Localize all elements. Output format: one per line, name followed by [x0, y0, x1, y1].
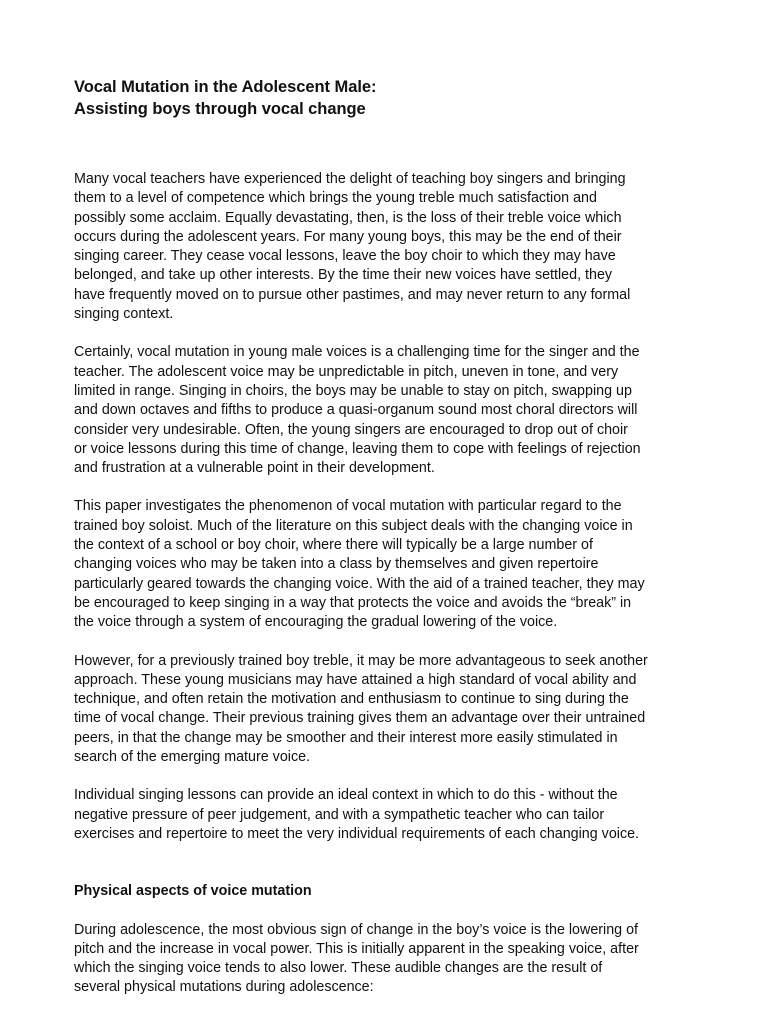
spacer	[74, 478, 704, 497]
paragraph-5	[74, 786, 704, 844]
text-line: Many vocal teachers have experienced the delight of teaching boy singers and bringing	[74, 171, 626, 187]
spacer	[74, 324, 704, 343]
title-line-2: Assisting boys through vocal change	[74, 100, 366, 118]
spacer	[74, 120, 704, 170]
spacer	[74, 633, 704, 652]
text-line: However, for a previously trained boy treble, it may be more advantageous to seek another	[74, 652, 648, 669]
spacer	[74, 902, 704, 921]
text-line: be encouraged to keep singing in a way that protects the voice and avoids the “break” in	[74, 594, 632, 611]
text-line: have frequently moved on to pursue other pastimes, and may never return to any formal	[74, 286, 631, 303]
text-line: and down octaves and fifths to produce a quasi-organum sound most choral directors will	[74, 402, 638, 419]
text-line: Certainly, vocal mutation in young male voices is a challenging time for the singer and the	[74, 344, 640, 361]
text-line: belonged, and take up other interests. By the time their new voices have settled, they	[74, 267, 613, 284]
spacer	[74, 767, 704, 786]
text-line: singing context.	[74, 306, 174, 323]
title-line-1: Vocal Mutation in the Adolescent Male:	[74, 78, 377, 96]
text-line: time of vocal change. Their previous training gives them an advantage over their untrained	[74, 710, 646, 727]
text-line: singing career. They cease vocal lessons, leave the boy choir to which they may have	[74, 248, 616, 265]
section-heading: Physical aspects of voice mutation	[74, 883, 312, 900]
text-line: several physical mutations during adolescence:	[74, 979, 374, 996]
text-line: changing voices who may be taken into a class by themselves and given repertoire	[74, 556, 599, 573]
text-line: particularly geared towards the changing voice. With the aid of a trained teacher, they may	[74, 575, 645, 592]
text-line: the context of a school or boy choir, where there will typically be a large number of	[74, 537, 593, 554]
text-line: teacher. The adolescent voice may be unpredictable in pitch, uneven in tone, and very	[74, 363, 619, 380]
text-line: technique, and often retain the motivation and enthusiasm to continue to sing during the	[74, 691, 629, 708]
text-line: Individual singing lessons can provide an ideal context in which to do this - without the	[74, 787, 618, 804]
text-line: and frustration at a vulnerable point in their development.	[74, 460, 435, 477]
spacer	[74, 844, 704, 882]
section-paragraph	[74, 921, 704, 998]
text-line: limited in range. Singing in choirs, the boys may be unable to stay on pitch, swapping up	[74, 382, 632, 399]
paragraph-1	[74, 170, 704, 324]
text-line: peers, in that the change may be smoother and their interest more easily stimulated in	[74, 729, 618, 746]
paragraph-4	[74, 652, 704, 768]
text-line: negative pressure of peer judgement, and with a sympathetic teacher who can tailor	[74, 806, 605, 823]
text-line: trained boy soloist. Much of the literature on this subject deals with the changing voice in	[74, 517, 633, 534]
text-line: possibly some acclaim. Equally devastating, then, is the loss of their treble voice which	[74, 209, 622, 226]
document-body	[74, 76, 704, 998]
text-line: occurs during the adolescent years. For many young boys, this may be the end of their	[74, 228, 622, 245]
text-line: or voice lessons during this time of change, leaving them to cope with feelings of rejection	[74, 440, 641, 457]
text-line: the voice through a system of encouraging the gradual lowering of the voice.	[74, 614, 558, 631]
text-line: search of the emerging mature voice.	[74, 749, 311, 766]
paragraph-3	[74, 497, 704, 632]
text-line: During adolescence, the most obvious sign of change in the boy’s voice is the lowering of	[74, 921, 639, 938]
text-line: consider very undesirable. Often, the young singers are encouraged to drop out of choir	[74, 421, 628, 438]
paragraph-2	[74, 343, 704, 478]
text-line: exercises and repertoire to meet the very individual requirements of each changing voice.	[74, 825, 640, 842]
text-line: This paper investigates the phenomenon of vocal mutation with particular regard to the	[74, 498, 622, 515]
text-line: pitch and the increase in vocal power. This is initially apparent in the speaking voice, after	[74, 940, 639, 957]
text-line: approach. These young musicians may have attained a high standard of vocal ability and	[74, 671, 637, 688]
text-line: which the singing voice tends to also lower. These audible changes are the result of	[74, 960, 603, 977]
document-title	[74, 76, 704, 120]
text-line: them to a level of competence which brings the young treble much satisfaction and	[74, 190, 597, 207]
